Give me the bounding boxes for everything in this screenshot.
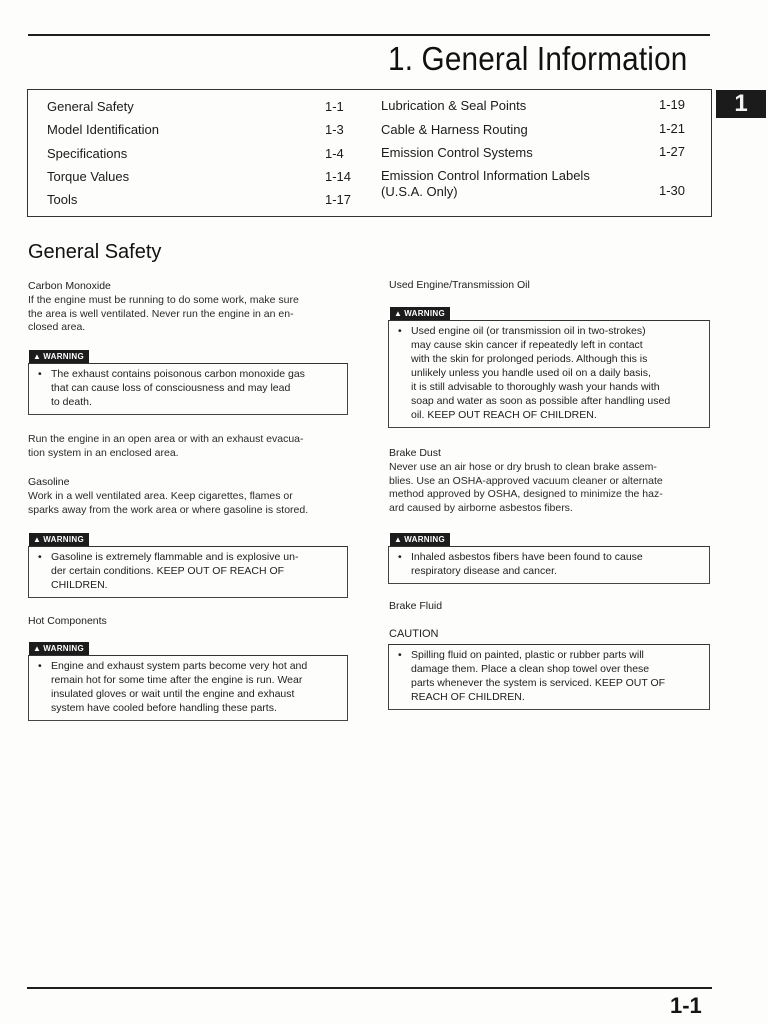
toc-page: 1-17 bbox=[325, 192, 352, 207]
heading-gasoline: Gasoline bbox=[28, 476, 70, 488]
warning-label bbox=[29, 350, 89, 363]
text-line: Never use an air hose or dry brush to clean brake assem- bbox=[389, 461, 657, 473]
bottom-rule bbox=[27, 987, 712, 989]
text-line: Spilling fluid on painted, plastic or rubber parts will bbox=[411, 649, 644, 661]
gasoline-text bbox=[28, 490, 358, 517]
toc-page: 1-30 bbox=[659, 183, 686, 198]
toc-page: 1-4 bbox=[325, 146, 344, 161]
chapter-title: 1. General Information bbox=[388, 40, 688, 77]
toc-item-emission-labels[interactable]: Emission Control Information Labels bbox=[381, 168, 590, 183]
warning-label bbox=[390, 533, 450, 546]
warning-label-text: WARNING bbox=[43, 644, 84, 653]
toc-item-tools[interactable]: Tools bbox=[47, 192, 78, 207]
warning-triangle-icon: ▲ bbox=[394, 535, 403, 544]
warning-text bbox=[389, 321, 709, 425]
text-line: system have cooled before handling these parts. bbox=[51, 702, 277, 714]
bullet: • bbox=[398, 649, 402, 661]
heading-carbon-monoxide: Carbon Monoxide bbox=[28, 280, 111, 292]
contents-box bbox=[27, 89, 712, 217]
warning-box-carbon-monoxide bbox=[28, 363, 348, 415]
toc-item-general-safety[interactable]: General Safety bbox=[47, 99, 134, 114]
text-line: respiratory disease and cancer. bbox=[411, 565, 557, 577]
text-line: to death. bbox=[51, 396, 92, 408]
text-line: Used engine oil (or transmission oil in two-strokes) bbox=[411, 325, 646, 337]
warning-label-text: WARNING bbox=[404, 309, 445, 318]
warning-label bbox=[390, 307, 450, 320]
text-line: with the skin for prolonged periods. Although this is bbox=[411, 353, 648, 365]
warning-box-brake-dust bbox=[388, 546, 710, 584]
text-line: If the engine must be running to do some work, make sure bbox=[28, 294, 299, 306]
text-line: Engine and exhaust system parts become very hot and bbox=[51, 660, 308, 672]
warning-box-gasoline bbox=[28, 546, 348, 598]
top-rule bbox=[28, 34, 710, 36]
bullet: • bbox=[38, 368, 42, 380]
warning-triangle-icon: ▲ bbox=[394, 309, 403, 318]
heading-hot-components: Hot Components bbox=[28, 615, 107, 627]
toc-page: 1-14 bbox=[325, 169, 352, 184]
text-line: Inhaled asbestos fibers have been found to cause bbox=[411, 551, 643, 563]
text-line: it is still advisable to thoroughly wash your hands with bbox=[411, 381, 660, 393]
toc-item-emission-labels-sub: (U.S.A. Only) bbox=[381, 184, 458, 199]
text-line: ard caused by airborne asbestos fibers. bbox=[389, 501, 573, 514]
warning-text bbox=[29, 547, 347, 595]
text-line: may cause skin cancer if repeatedly left in contact bbox=[411, 339, 643, 351]
warning-box-used-oil bbox=[388, 320, 710, 428]
toc-item-specifications[interactable]: Specifications bbox=[47, 146, 128, 161]
warning-label bbox=[29, 642, 89, 655]
toc-page: 1-1 bbox=[325, 99, 344, 114]
bullet: • bbox=[38, 660, 42, 672]
warning-label-text: WARNING bbox=[404, 535, 445, 544]
text-line: The exhaust contains poisonous carbon monoxide gas bbox=[51, 368, 305, 380]
chapter-tab: 1 bbox=[716, 90, 766, 118]
text-line: unlikely unless you handle used oil on a daily basis, bbox=[411, 367, 651, 379]
toc-page: 1-27 bbox=[659, 144, 686, 159]
caution-label: CAUTION bbox=[389, 628, 439, 640]
bullet: • bbox=[398, 551, 402, 563]
heading-brake-dust: Brake Dust bbox=[389, 447, 441, 459]
text-line: der certain conditions. KEEP OUT OF REACH OF bbox=[51, 565, 285, 577]
text-line: remain hot for some time after the engine is run. Wear bbox=[51, 674, 303, 686]
toc-page: 1-21 bbox=[659, 121, 686, 136]
toc-item-cable-harness[interactable]: Cable & Harness Routing bbox=[381, 122, 528, 137]
warning-triangle-icon: ▲ bbox=[33, 535, 42, 544]
bullet: • bbox=[38, 551, 42, 563]
warning-box-hot-components bbox=[28, 655, 348, 721]
warning-text bbox=[389, 547, 709, 581]
text-line: CHILDREN. bbox=[51, 579, 108, 591]
text-line: tion system in an enclosed area. bbox=[28, 446, 179, 459]
text-line: Run the engine in an open area or with an exhaust evacua- bbox=[28, 433, 304, 445]
text-line: REACH OF CHILDREN. bbox=[411, 691, 525, 703]
section-title: General Safety bbox=[28, 241, 162, 263]
toc-item-torque-values[interactable]: Torque Values bbox=[47, 169, 130, 184]
text-line: oil. KEEP OUT REACH OF CHILDREN. bbox=[411, 409, 597, 421]
warning-label-text: WARNING bbox=[43, 352, 84, 361]
warning-label bbox=[29, 533, 89, 546]
text-line: sparks away from the work area or where gasoline is stored. bbox=[28, 503, 309, 516]
text-line: blies. Use an OSHA-approved vacuum cleaner or alternate bbox=[389, 474, 663, 487]
text-line: closed area. bbox=[28, 321, 86, 333]
text-line: parts whenever the system is serviced. KEEP OUT OF bbox=[411, 677, 666, 689]
caution-text bbox=[389, 645, 709, 707]
heading-brake-fluid: Brake Fluid bbox=[389, 600, 443, 612]
brake-dust-text bbox=[389, 461, 709, 515]
text-line: damage them. Place a clean shop towel over these bbox=[411, 663, 650, 675]
text-line: Gasoline is extremely flammable and is explosive un- bbox=[51, 551, 299, 563]
toc-page: 1-3 bbox=[325, 122, 344, 137]
warning-label-text: WARNING bbox=[43, 535, 84, 544]
text-line: soap and water as soon as possible after handling used bbox=[411, 395, 671, 407]
toc-item-model-identification[interactable]: Model Identification bbox=[47, 122, 160, 137]
bullet: • bbox=[398, 325, 402, 337]
page-number: 1-1 bbox=[670, 993, 702, 1018]
text-line: Work in a well ventilated area. Keep cigarettes, flames or bbox=[28, 490, 293, 502]
text-line: the area is well ventilated. Never run the engine in an en- bbox=[28, 307, 294, 320]
warning-triangle-icon: ▲ bbox=[33, 644, 42, 653]
carbon-monoxide-after-text bbox=[28, 433, 358, 460]
warning-triangle-icon: ▲ bbox=[33, 352, 42, 361]
warning-text bbox=[29, 656, 347, 718]
toc-page: 1-19 bbox=[659, 97, 686, 112]
text-line: insulated gloves or wait until the engine and exhaust bbox=[51, 688, 295, 700]
text-line: method approved by OSHA, designed to minimize the haz- bbox=[389, 488, 663, 500]
text-line: that can cause loss of consciousness and may lead bbox=[51, 382, 291, 394]
toc-item-lubrication[interactable]: Lubrication & Seal Points bbox=[381, 98, 527, 113]
heading-used-oil: Used Engine/Transmission Oil bbox=[389, 279, 530, 291]
warning-text bbox=[29, 364, 347, 412]
toc-item-emission-control[interactable]: Emission Control Systems bbox=[381, 145, 533, 160]
carbon-monoxide-text bbox=[28, 294, 358, 335]
caution-box-brake-fluid bbox=[388, 644, 710, 710]
